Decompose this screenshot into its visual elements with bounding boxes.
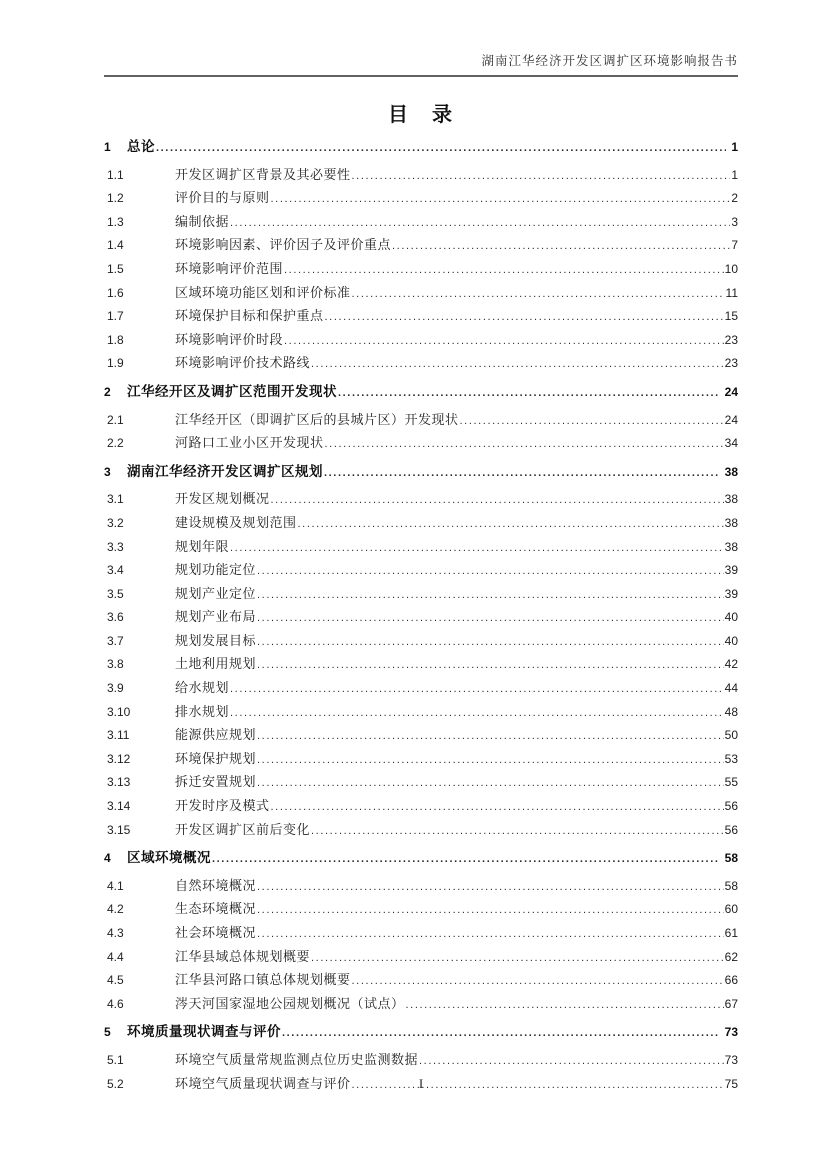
leader-dots <box>284 329 724 353</box>
toc-entry-title: 涔天河国家湿地公园规划概况（试点） <box>175 995 405 1011</box>
toc-entry-title: 环境保护目标和保护重点 <box>175 308 324 324</box>
toc-entry-page: 38 <box>724 492 738 507</box>
toc-entry-title: 区域环境功能区划和评价标准 <box>175 284 351 300</box>
toc-entry-page: 38 <box>724 464 738 479</box>
toc-entry-title: 环境空气质量常规监测点位历史监测数据 <box>175 1051 419 1067</box>
toc-sub-row <box>104 771 738 795</box>
toc-sub-row <box>104 969 738 993</box>
toc-entry-page: 11 <box>725 285 738 300</box>
leader-dots <box>257 748 724 772</box>
leader-dots <box>298 512 724 536</box>
toc-entry-number: 1.9 <box>107 356 124 371</box>
toc-sub-row <box>104 559 738 583</box>
leader-dots <box>406 993 724 1017</box>
toc-entry-number: 5 <box>104 1025 111 1040</box>
toc-entry-number: 4.5 <box>107 973 124 988</box>
toc-entry-number: 1.3 <box>107 214 124 229</box>
toc-sub-row <box>104 795 738 819</box>
toc-entry-number: 4.4 <box>107 949 124 964</box>
toc-entry-page: 66 <box>724 973 738 988</box>
leader-dots <box>324 461 720 485</box>
toc-chapter-row <box>104 1021 738 1045</box>
toc-entry-title: 评价目的与原则 <box>175 190 270 206</box>
leader-dots <box>257 653 724 677</box>
toc-entry-number: 3 <box>104 464 111 479</box>
toc-sub-row <box>104 677 738 701</box>
leader-dots <box>271 795 724 819</box>
toc-entry-title: 排水规划 <box>175 703 230 719</box>
leader-dots <box>311 819 724 843</box>
toc-entry-number: 3.5 <box>107 586 124 601</box>
toc-entry-number: 2.2 <box>107 436 124 451</box>
leader-dots <box>257 559 724 583</box>
toc-list <box>104 136 738 1096</box>
toc-entry-page: 48 <box>724 704 738 719</box>
toc-entry-number: 1.6 <box>107 285 124 300</box>
toc-entry-page: 24 <box>724 384 738 399</box>
toc-entry-title: 开发时序及模式 <box>175 798 270 814</box>
toc-entry-number: 1.1 <box>107 167 124 182</box>
toc-entry-page: 7 <box>731 238 738 253</box>
toc-entry-number: 5.2 <box>107 1076 124 1091</box>
toc-sub-row <box>104 329 738 353</box>
toc-entry-title: 江华经开区及调扩区范围开发现状 <box>127 383 337 399</box>
toc-sub-row <box>104 748 738 772</box>
toc-entry-title: 环境空气质量现状调查与评价 <box>175 1075 351 1091</box>
toc-entry-number: 2 <box>104 384 111 399</box>
toc-entry-title: 江华县河路口镇总体规划概要 <box>175 972 351 988</box>
toc-sub-row <box>104 922 738 946</box>
toc-entry-title: 环境保护规划 <box>175 750 257 766</box>
leader-dots <box>257 875 724 899</box>
toc-entry-title: 编制依据 <box>175 213 230 229</box>
toc-chapter-row <box>104 847 738 871</box>
toc-entry-number: 2.1 <box>107 412 124 427</box>
leader-dots <box>271 488 724 512</box>
leader-dots <box>230 536 724 560</box>
toc-entry-title: 规划产业布局 <box>175 609 257 625</box>
toc-sub-row <box>104 606 738 630</box>
toc-entry-page: 56 <box>724 822 738 837</box>
toc-sub-row <box>104 409 738 433</box>
toc-entry-page: 39 <box>724 586 738 601</box>
toc-entry-page: 44 <box>724 681 738 696</box>
toc-title: 目 录 <box>388 104 454 126</box>
toc-entry-title: 建设规模及规划范围 <box>175 514 297 530</box>
toc-entry-title: 总论 <box>127 139 155 154</box>
leader-dots <box>257 922 724 946</box>
toc-entry-number: 3.12 <box>107 751 131 766</box>
toc-sub-row <box>104 898 738 922</box>
toc-entry-page: 75 <box>724 1076 738 1091</box>
toc-entry-page: 42 <box>724 657 738 672</box>
toc-entry-page: 73 <box>724 1052 738 1067</box>
toc-sub-row <box>104 234 738 258</box>
page-header-text: 湖南江华经济开发区调扩区环境影响报告书 <box>104 52 738 77</box>
toc-sub-row <box>104 282 738 306</box>
leader-dots <box>460 409 724 433</box>
toc-entry-page: 61 <box>724 926 738 940</box>
toc-entry-page: 67 <box>724 996 738 1011</box>
toc-entry-title: 自然环境概况 <box>175 877 257 893</box>
toc-entry-number: 4.1 <box>107 878 124 893</box>
toc-entry-title: 江华县域总体规划概要 <box>175 948 311 964</box>
leader-dots <box>230 677 724 701</box>
toc-entry-page: 62 <box>724 949 738 964</box>
toc-entry-title: 开发区调扩区背景及其必要性 <box>175 166 351 182</box>
toc-entry-page: 2 <box>731 191 738 206</box>
toc-sub-row <box>104 819 738 843</box>
toc-entry-page: 40 <box>724 610 738 625</box>
toc-sub-row <box>104 630 738 654</box>
toc-entry-title: 规划发展目标 <box>175 632 257 648</box>
leader-dots <box>311 352 724 376</box>
toc-entry-title: 规划年限 <box>175 538 230 554</box>
toc-entry-number: 3.4 <box>107 563 124 578</box>
leader-dots <box>338 381 720 405</box>
leader-dots <box>282 1021 720 1045</box>
toc-sub-row <box>104 211 738 235</box>
toc-entry-number: 1.2 <box>107 191 124 206</box>
toc-entry-title: 社会环境概况 <box>175 925 257 940</box>
toc-entry-number: 3.10 <box>107 704 131 719</box>
toc-sub-row <box>104 536 738 560</box>
toc-entry-number: 1.7 <box>107 309 124 324</box>
toc-entry-number: 4.2 <box>107 902 124 917</box>
leader-dots <box>271 187 731 211</box>
leader-dots <box>311 946 724 970</box>
toc-entry-page: 23 <box>724 356 738 371</box>
toc-sub-row <box>104 701 738 725</box>
toc-entry-title: 河路口工业小区开发现状 <box>175 435 324 451</box>
toc-entry-page: 10 <box>724 261 738 276</box>
toc-entry-page: 58 <box>724 851 738 866</box>
leader-dots <box>257 630 724 654</box>
toc-entry-number: 4 <box>104 851 111 866</box>
toc-entry-number: 3.11 <box>107 728 130 743</box>
leader-dots <box>352 969 724 993</box>
toc-entry-page: 53 <box>724 751 738 766</box>
toc-entry-title: 区域环境概况 <box>127 850 211 866</box>
leader-dots <box>284 258 724 282</box>
toc-sub-row <box>104 653 738 677</box>
leader-dots <box>212 847 720 871</box>
toc-entry-page: 39 <box>724 563 738 578</box>
toc-chapter-row <box>104 381 738 405</box>
toc-entry-page: 23 <box>724 332 738 347</box>
leader-dots <box>230 211 730 235</box>
toc-entry-number: 5.1 <box>107 1052 124 1067</box>
toc-entry-number: 3.15 <box>107 822 131 837</box>
toc-entry-number: 3.14 <box>107 799 131 814</box>
toc-entry-page: 60 <box>724 902 738 917</box>
toc-sub-row <box>104 946 738 970</box>
toc-entry-number: 3.8 <box>107 657 124 672</box>
leader-dots <box>257 771 724 795</box>
toc-entry-title: 开发区调扩区前后变化 <box>175 821 311 837</box>
page-number: I <box>418 1076 424 1091</box>
toc-entry-number: 3.7 <box>107 633 124 648</box>
leader-dots <box>257 583 724 607</box>
toc-entry-page: 58 <box>724 878 738 893</box>
toc-entry-number: 3.2 <box>107 515 124 530</box>
toc-entry-page: 24 <box>724 412 738 427</box>
toc-entry-number: 3.3 <box>107 539 124 554</box>
toc-entry-page: 3 <box>731 214 738 229</box>
toc-sub-row <box>104 512 738 536</box>
toc-chapter-row <box>104 136 738 160</box>
leader-dots <box>230 701 724 725</box>
toc-entry-page: 50 <box>724 728 738 743</box>
toc-sub-row <box>104 1049 738 1073</box>
toc-entry-page: 34 <box>724 436 738 451</box>
leader-dots <box>419 1049 724 1073</box>
toc-entry-title: 环境质量现状调查与评价 <box>127 1024 281 1040</box>
leader-dots <box>156 136 726 160</box>
toc-entry-number: 3.6 <box>107 610 124 625</box>
toc-entry-title: 开发区规划概况 <box>175 491 270 507</box>
toc-entry-title: 江华经开区（即调扩区后的县城片区）开发现状 <box>175 411 459 427</box>
toc-sub-row <box>104 352 738 376</box>
toc-sub-row <box>104 993 738 1017</box>
toc-sub-row <box>104 305 738 329</box>
toc-entry-page: 40 <box>724 633 738 648</box>
toc-entry-title: 环境影响因素、评价因子及评价重点 <box>175 237 392 253</box>
toc-entry-number: 4.3 <box>107 926 124 940</box>
toc-entry-number: 3.13 <box>107 775 131 790</box>
toc-entry-title: 环境影响评价时段 <box>175 331 284 347</box>
leader-dots <box>325 305 724 329</box>
toc-chapter-row <box>104 461 738 485</box>
toc-entry-number: 1 <box>104 140 111 154</box>
toc-entry-title: 环境影响评价技术路线 <box>175 355 311 371</box>
leader-dots <box>257 724 724 748</box>
toc-entry-number: 1.5 <box>107 261 124 276</box>
toc-entry-title: 规划功能定位 <box>175 562 257 578</box>
toc-sub-row <box>104 488 738 512</box>
toc-entry-title: 土地利用规划 <box>175 656 257 672</box>
toc-sub-row <box>104 583 738 607</box>
toc-entry-page: 38 <box>724 515 738 530</box>
toc-entry-title: 拆迁安置规划 <box>175 774 257 790</box>
toc-entry-page: 1 <box>731 167 738 182</box>
toc-entry-title: 环境影响评价范围 <box>175 260 284 276</box>
toc-entry-title: 湖南江华经济开发区调扩区规划 <box>127 463 323 479</box>
toc-entry-title: 给水规划 <box>175 680 230 696</box>
toc-sub-row <box>104 875 738 899</box>
toc-sub-row <box>104 164 738 188</box>
toc-entry-number: 3.1 <box>107 492 124 507</box>
toc-entry-number: 1.8 <box>107 332 124 347</box>
leader-dots <box>392 234 730 258</box>
toc-sub-row <box>104 724 738 748</box>
toc-sub-row <box>104 187 738 211</box>
toc-entry-page: 73 <box>724 1025 738 1040</box>
toc-entry-page: 56 <box>724 799 738 814</box>
toc-entry-title: 生态环境概况 <box>175 901 257 917</box>
toc-entry-page: 15 <box>724 309 738 324</box>
leader-dots <box>257 606 724 630</box>
toc-sub-row <box>104 432 738 456</box>
leader-dots <box>325 432 724 456</box>
toc-sub-row <box>104 258 738 282</box>
leader-dots <box>352 164 731 188</box>
toc-entry-number: 4.6 <box>107 996 124 1011</box>
toc-entry-page: 55 <box>724 775 738 790</box>
toc-entry-title: 规划产业定位 <box>175 585 257 601</box>
leader-dots <box>352 282 725 306</box>
toc-entry-page: 38 <box>724 539 738 554</box>
toc-entry-number: 1.4 <box>107 238 124 253</box>
toc-entry-page: 1 <box>731 140 738 154</box>
leader-dots <box>257 898 724 922</box>
toc-entry-number: 3.9 <box>107 681 124 696</box>
toc-entry-title: 能源供应规划 <box>175 727 257 743</box>
